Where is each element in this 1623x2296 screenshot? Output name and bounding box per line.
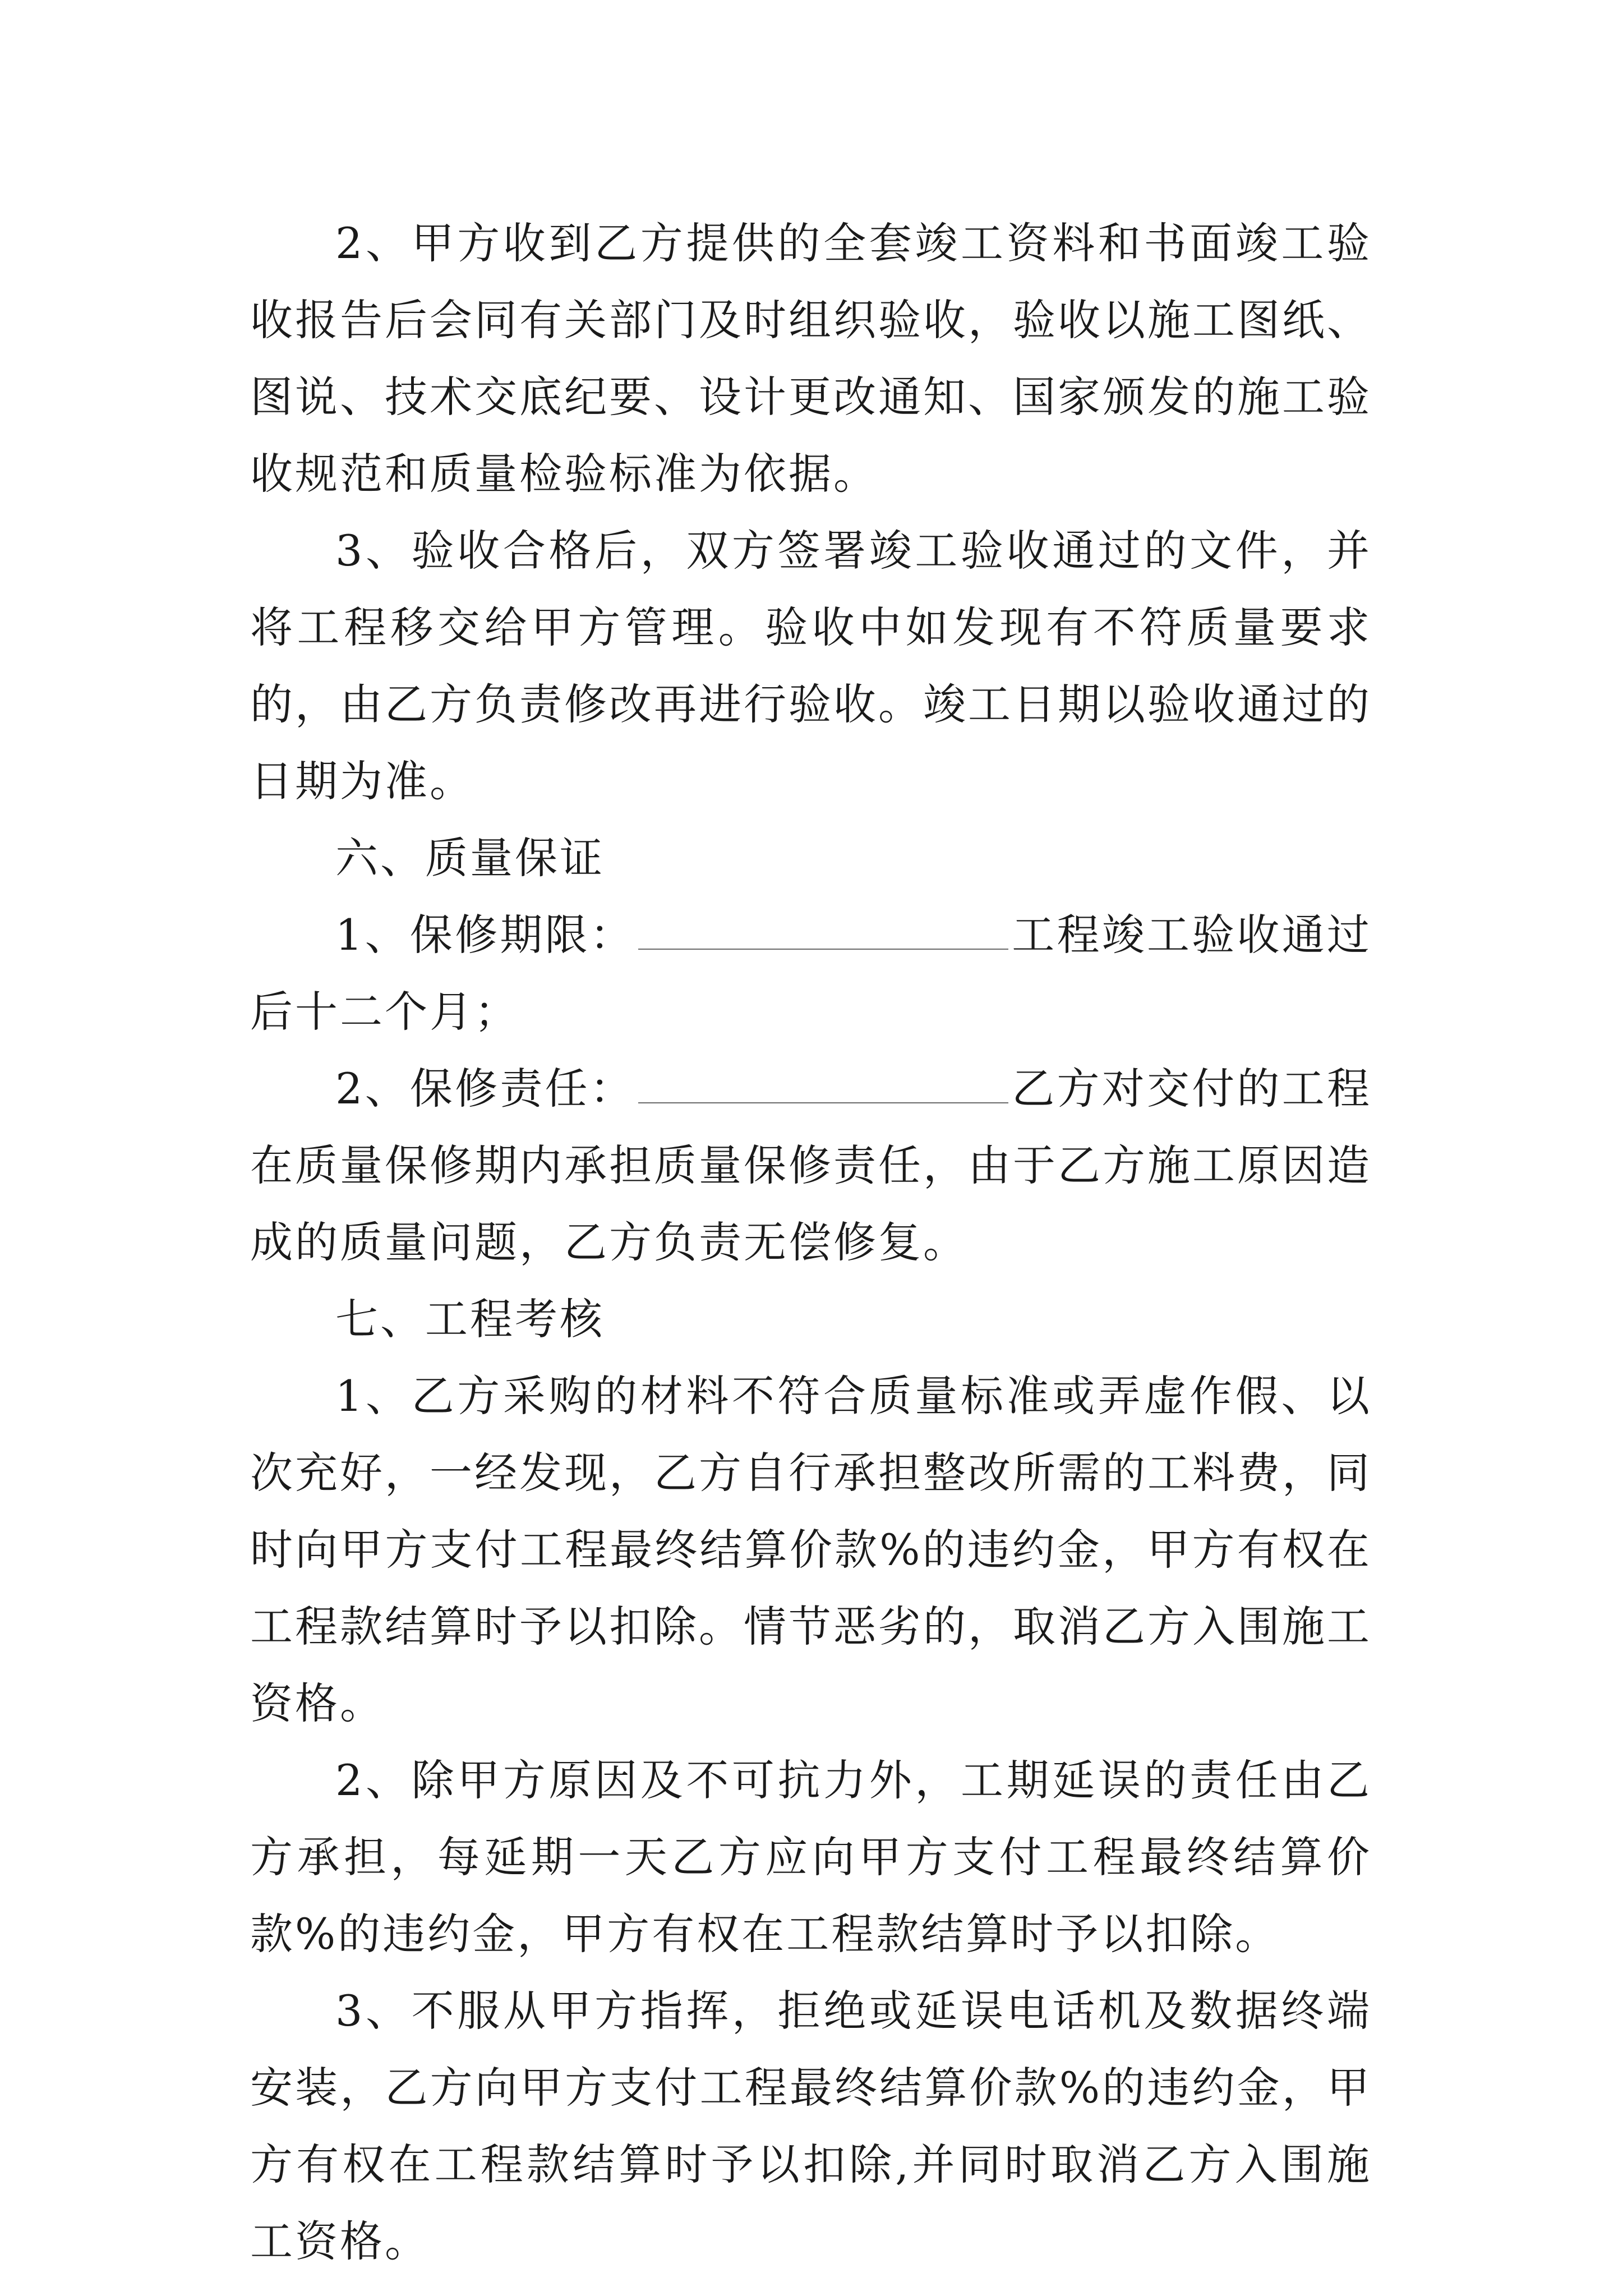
clause-warranty-responsibility-text: 乙方对交付的工程在质量保修期内承担质量保修责任，由于乙方施工原因造成的质量问题，乙方负责无偿修复。 — [250, 1064, 1372, 1267]
clause-assessment-3: 3、不服从甲方指挥，拒绝或延误电话机及数据终端安装，乙方向甲方支付工程最终结算价款%的违约金，甲方有权在工程款结算时予以扣除,并同时取消乙方入围施工资格。 — [250, 1986, 1372, 2266]
clause-warranty-period — [250, 896, 1372, 1050]
warranty-period-blank — [638, 915, 1008, 950]
clause-acceptance-2: 2、甲方收到乙方提供的全套竣工资料和书面竣工验收报告后会同有关部门及时组织验收，验收以施工图纸、图说、技术交底纪要、设计更改通知、国家颁发的施工验收规范和质量检验标准为依据。 — [250, 218, 1372, 499]
section-heading-quality-guarantee: 六、质量保证 — [335, 833, 605, 883]
clause-warranty-responsibility — [250, 1050, 1372, 1281]
clause-assessment-1: 1、乙方采购的材料不符合质量标准或弄虚作假、以次充好，一经发现，乙方自行承担整改所需的工料费，同时向甲方支付工程最终结算价款%的违约金，甲方有权在工程款结算时予以扣除。情节恶劣的，取消乙方入围施工资格。 — [250, 1371, 1372, 1728]
warranty-responsibility-blank — [638, 1069, 1008, 1103]
document-body — [250, 205, 1372, 2280]
clause-warranty-period-label: 1、保修期限： — [335, 910, 635, 960]
section-heading-project-assessment: 七、工程考核 — [335, 1294, 605, 1344]
clause-warranty-responsibility-label: 2、保修责任： — [335, 1064, 635, 1114]
clause-warranty-period-text: 工程竣工验收通过后十二个月； — [250, 910, 1372, 1037]
clause-assessment-2: 2、除甲方原因及不可抗力外，工期延误的责任由乙方承担，每延期一天乙方应向甲方支付工程最终结算价款%的违约金，甲方有权在工程款结算时予以扣除。 — [250, 1755, 1372, 1959]
clause-acceptance-3: 3、验收合格后，双方签署竣工验收通过的文件，并将工程移交给甲方管理。验收中如发现有不符质量要求的，由乙方负责修改再进行验收。竣工日期以验收通过的日期为准。 — [250, 526, 1372, 806]
